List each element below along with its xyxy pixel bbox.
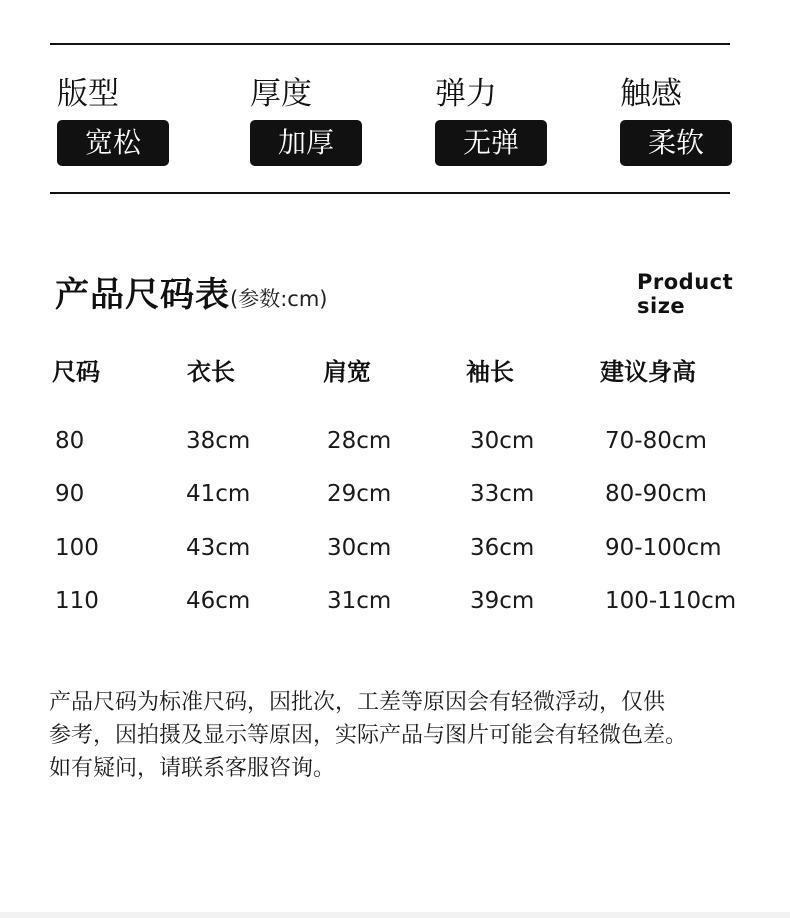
table-cell-shoulder: 30cm <box>327 535 392 561</box>
table-cell-length: 41cm <box>186 481 251 507</box>
attribute-fit <box>57 74 187 166</box>
size-table-unit-note: (参数:cm) <box>230 287 328 311</box>
table-cell-shoulder: 28cm <box>327 428 392 454</box>
table-header-sleeve: 袖长 <box>466 358 514 386</box>
table-cell-length: 38cm <box>186 428 251 454</box>
attribute-thickness-value: 加厚 <box>250 120 362 166</box>
size-table-title <box>55 268 327 326</box>
table-cell-sleeve: 39cm <box>470 588 535 614</box>
table-cell-sleeve: 33cm <box>470 481 535 507</box>
table-cell-height: 100-110cm <box>605 588 737 614</box>
table-cell-height: 70-80cm <box>605 428 707 454</box>
size-table-title-text: 产品尺码表 <box>55 275 230 315</box>
table-cell-size: 90 <box>55 481 85 507</box>
table-cell-size: 80 <box>55 428 85 454</box>
product-size-english-line1: Product <box>637 270 734 294</box>
size-disclaimer <box>49 686 759 785</box>
middle-divider <box>50 192 730 194</box>
table-header-length: 衣长 <box>187 358 235 386</box>
attribute-elasticity <box>435 74 565 166</box>
disclaimer-line: 产品尺码为标准尺码，因批次，工差等原因会有轻微浮动，仅供 <box>49 690 666 715</box>
table-cell-size: 110 <box>55 588 99 614</box>
bottom-edge-strip <box>0 912 790 918</box>
attribute-elasticity-value: 无弹 <box>435 120 547 166</box>
attribute-touch-value: 柔软 <box>620 120 732 166</box>
disclaimer-line: 如有疑问，请联系客服咨询。 <box>49 756 336 781</box>
product-size-english-label <box>637 270 733 318</box>
disclaimer-line: 参考，因拍摄及显示等原因，实际产品与图片可能会有轻微色差。 <box>49 723 688 748</box>
attribute-touch <box>620 74 750 166</box>
product-size-english-line2: size <box>637 294 686 318</box>
table-cell-height: 90-100cm <box>605 535 722 561</box>
table-cell-sleeve: 30cm <box>470 428 535 454</box>
table-cell-size: 100 <box>55 535 99 561</box>
attribute-touch-label: 触感 <box>620 76 682 112</box>
top-divider <box>50 43 730 45</box>
table-header-height: 建议身高 <box>600 358 696 386</box>
table-cell-shoulder: 31cm <box>327 588 392 614</box>
table-cell-shoulder: 29cm <box>327 481 392 507</box>
attribute-elasticity-label: 弹力 <box>435 76 497 112</box>
table-cell-height: 80-90cm <box>605 481 707 507</box>
attribute-thickness <box>250 74 380 166</box>
table-header-shoulder: 肩宽 <box>323 358 371 386</box>
attribute-fit-value: 宽松 <box>57 120 169 166</box>
attribute-fit-label: 版型 <box>57 76 119 112</box>
table-cell-length: 46cm <box>186 588 251 614</box>
table-cell-length: 43cm <box>186 535 251 561</box>
attribute-thickness-label: 厚度 <box>250 76 312 112</box>
table-header-size: 尺码 <box>52 358 100 386</box>
table-cell-sleeve: 36cm <box>470 535 535 561</box>
